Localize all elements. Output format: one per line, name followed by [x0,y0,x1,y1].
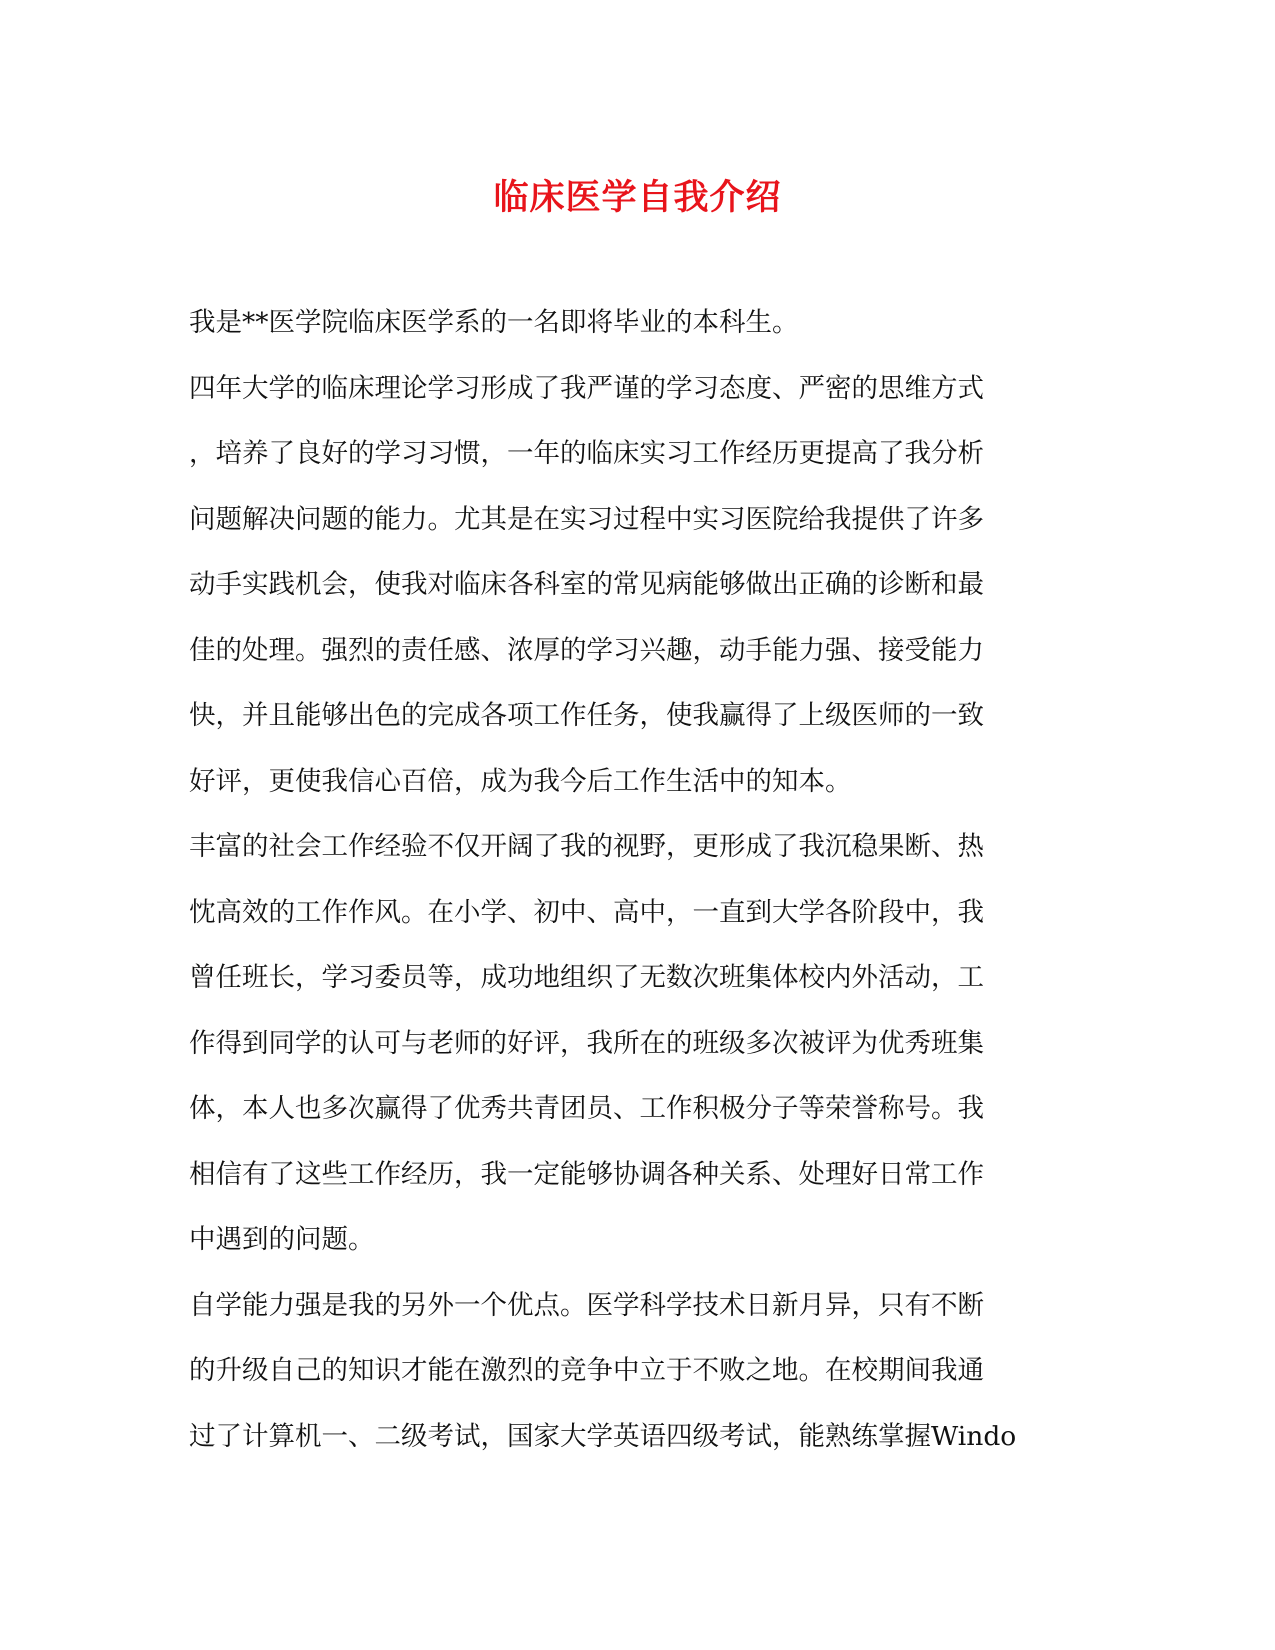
text-line: 四年大学的临床理论学习形成了我严谨的学习态度、严密的思维方式 [189,372,984,404]
text-line: 体，本人也多次赢得了优秀共青团员、工作积极分子等荣誉称号。我 [189,1093,984,1124]
text-line: 丰富的社会工作经验不仅开阔了我的视野，更形成了我沉稳果断、热 [189,831,984,862]
text-line: 作得到同学的认可与老师的好评，我所在的班级多次被评为优秀班集 [189,1027,984,1059]
text-line: 好评，更使我信心百倍，成为我今后工作生活中的知本。 [189,765,852,797]
text-line: 中遇到的问题。 [189,1224,375,1255]
text-line: 动手实践机会，使我对临床各科室的常见病能够做出正确的诊断和最 [189,569,984,600]
text-line: 问题解决问题的能力。尤其是在实习过程中实习医院给我提供了许多 [189,503,984,535]
text-line: 曾任班长，学习委员等，成功地组织了无数次班集体校内外活动，工 [189,962,984,993]
text-line: 快，并且能够出色的完成各项工作任务，使我赢得了上级医师的一致 [189,700,984,731]
text-line: 自学能力强是我的另外一个优点。医学科学技术日新月异，只有不断 [189,1289,984,1321]
text-line: 忱高效的工作作风。在小学、初中、高中，一直到大学各阶段中，我 [189,896,984,928]
document-body [189,290,1089,1469]
text-line: ，培养了良好的学习习惯，一年的临床实习工作经历更提高了我分析 [189,438,984,469]
text-line: 相信有了这些工作经历，我一定能够协调各种关系、处理好日常工作 [189,1158,984,1190]
document-title: 临床医学自我介绍 [493,177,782,218]
text-line: 的升级自己的知识才能在激烈的竞争中立于不败之地。在校期间我通 [189,1355,984,1386]
text-line: 我是**医学院临床医学系的一名即将毕业的本科生。 [189,307,799,338]
text-line: 佳的处理。强烈的责任感、浓厚的学习兴趣，动手能力强、接受能力 [189,634,984,666]
text-line: 过了计算机一、二级考试，国家大学英语四级考试，能熟练掌握Windo [189,1420,1017,1452]
